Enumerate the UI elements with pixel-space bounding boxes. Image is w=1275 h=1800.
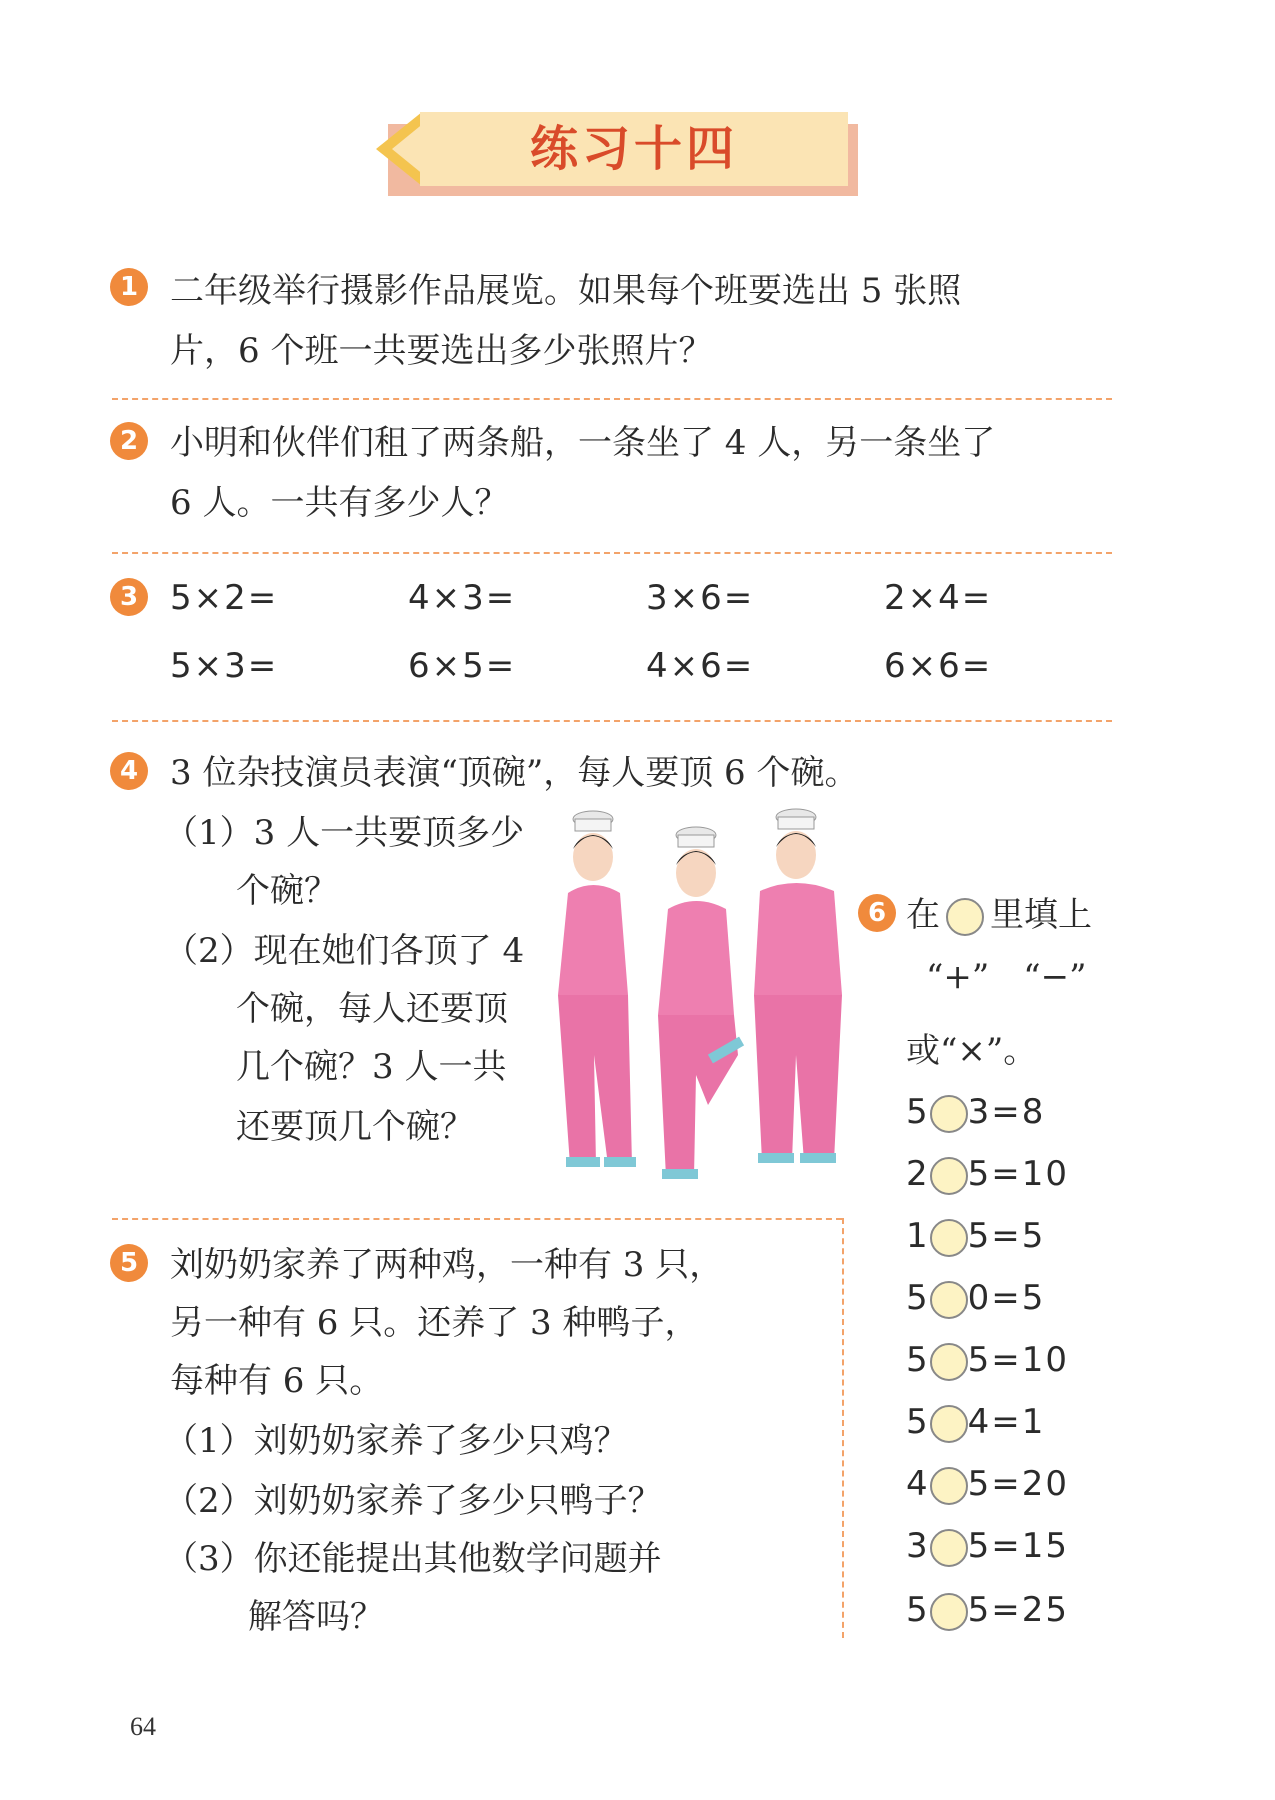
answer-circle[interactable] (930, 1467, 968, 1505)
eq-left: 4 (906, 1464, 930, 1504)
divider (112, 398, 1112, 400)
eq-right: 5=5 (967, 1216, 1046, 1256)
q6-equation (906, 1340, 1069, 1381)
q6-equation (906, 1278, 1045, 1319)
answer-circle[interactable] (930, 1343, 968, 1381)
page-number: 64 (130, 1712, 156, 1741)
question-1-badge: 1 (110, 268, 148, 306)
answer-circle[interactable] (930, 1219, 968, 1257)
q5-line-2: 另一种有 6 只。还养了 3 种鸭子， (170, 1303, 699, 1343)
q3-eq: 5×2= (170, 578, 279, 618)
q4-intro: 3 位杂技演员表演“顶碗”，每人要顶 6 个碗。 (170, 753, 859, 793)
eq-right: 5=10 (967, 1340, 1070, 1380)
eq-left: 1 (906, 1216, 930, 1256)
q4-sub1-line-2: 个碗？ (236, 871, 338, 911)
q3-eq: 4×3= (408, 578, 517, 618)
eq-left: 5 (906, 1340, 930, 1380)
q4-sub1-line-1: （1）3 人一共要顶多少 (164, 813, 525, 853)
q6-equation (906, 1154, 1069, 1195)
q5-line-3: 每种有 6 只。 (170, 1361, 384, 1401)
eq-left: 5 (906, 1402, 930, 1442)
q6-equation (906, 1092, 1045, 1133)
q6-equation (906, 1402, 1045, 1443)
question-3-badge: 3 (110, 578, 148, 616)
eq-left: 2 (906, 1154, 930, 1194)
eq-right: 5=10 (967, 1154, 1070, 1194)
question-6-badge: 6 (858, 894, 896, 932)
q3-eq: 6×5= (408, 646, 517, 686)
q6-equation (906, 1590, 1069, 1631)
eq-left: 3 (906, 1526, 930, 1566)
q4-sub2-line-2: 个碗，每人还要顶 (236, 989, 508, 1029)
answer-circle[interactable] (930, 1095, 968, 1133)
question-4-badge: 4 (110, 752, 148, 790)
q5-sub1: （1）刘奶奶家养了多少只鸡？ (164, 1421, 628, 1461)
page-title: 练习十四 (529, 121, 738, 177)
divider (112, 552, 1112, 554)
q3-eq: 6×6= (884, 646, 993, 686)
q6-line-1-pre: 在 (906, 895, 940, 935)
q6-line-3: 或“×”。 (906, 1031, 1038, 1071)
eq-right: 3=8 (967, 1092, 1046, 1132)
q6-equation (906, 1464, 1069, 1505)
q1-line-1: 二年级举行摄影作品展览。如果每个班要选出 5 张照 (170, 271, 962, 311)
acrobats-illustration (548, 805, 878, 1195)
eq-left: 5 (906, 1278, 930, 1318)
q5-sub2: （2）刘奶奶家养了多少只鸭子？ (164, 1481, 662, 1521)
eq-left: 5 (906, 1590, 930, 1630)
q4-sub2-line-3: 几个碗？3 人一共 (236, 1047, 507, 1087)
question-2-badge: 2 (110, 422, 148, 460)
q5-sub3-line-2: 解答吗？ (248, 1597, 384, 1637)
answer-circle[interactable] (930, 1157, 968, 1195)
q3-eq: 2×4= (884, 578, 993, 618)
acrobat-left (558, 811, 636, 1167)
acrobat-right (754, 809, 842, 1163)
q6-equation (906, 1216, 1045, 1257)
eq-right: 4=1 (967, 1402, 1046, 1442)
divider (112, 720, 1112, 722)
divider (112, 1218, 842, 1220)
eq-right: 5=25 (967, 1590, 1070, 1630)
acrobat-middle (658, 827, 744, 1179)
q4-sub2-line-1: （2）现在她们各顶了 4 (164, 931, 525, 971)
eq-left: 5 (906, 1092, 930, 1132)
eq-right: 5=20 (967, 1464, 1070, 1504)
q6-line-1-post: 里填上 (990, 895, 1092, 935)
q2-line-1: 小明和伙伴们租了两条船，一条坐了 4 人，另一条坐了 (170, 423, 996, 463)
eq-right: 0=5 (967, 1278, 1046, 1318)
question-5-badge: 5 (110, 1244, 148, 1282)
answer-circle-sample (946, 898, 984, 936)
answer-circle[interactable] (930, 1281, 968, 1319)
eq-right: 5=15 (967, 1526, 1070, 1566)
q3-eq: 5×3= (170, 646, 279, 686)
q3-eq: 3×6= (646, 578, 755, 618)
q5-sub3-line-1: （3）你还能提出其他数学问题并 (164, 1539, 662, 1579)
answer-circle[interactable] (930, 1593, 968, 1631)
q6-equation (906, 1526, 1069, 1567)
answer-circle[interactable] (930, 1405, 968, 1443)
q6-line-2: “+” “−” (926, 957, 1087, 997)
q4-sub2-line-4: 还要顶几个碗？ (236, 1107, 474, 1147)
q2-line-2: 6 人。一共有多少人？ (170, 483, 509, 523)
divider-vertical (842, 1218, 844, 1638)
q6-line-1 (906, 886, 1092, 944)
q5-line-1: 刘奶奶家养了两种鸡，一种有 3 只， (170, 1245, 724, 1285)
q3-eq: 4×6= (646, 646, 755, 686)
q1-line-2: 片，6 个班一共要选出多少张照片？ (170, 331, 713, 371)
answer-circle[interactable] (930, 1529, 968, 1567)
